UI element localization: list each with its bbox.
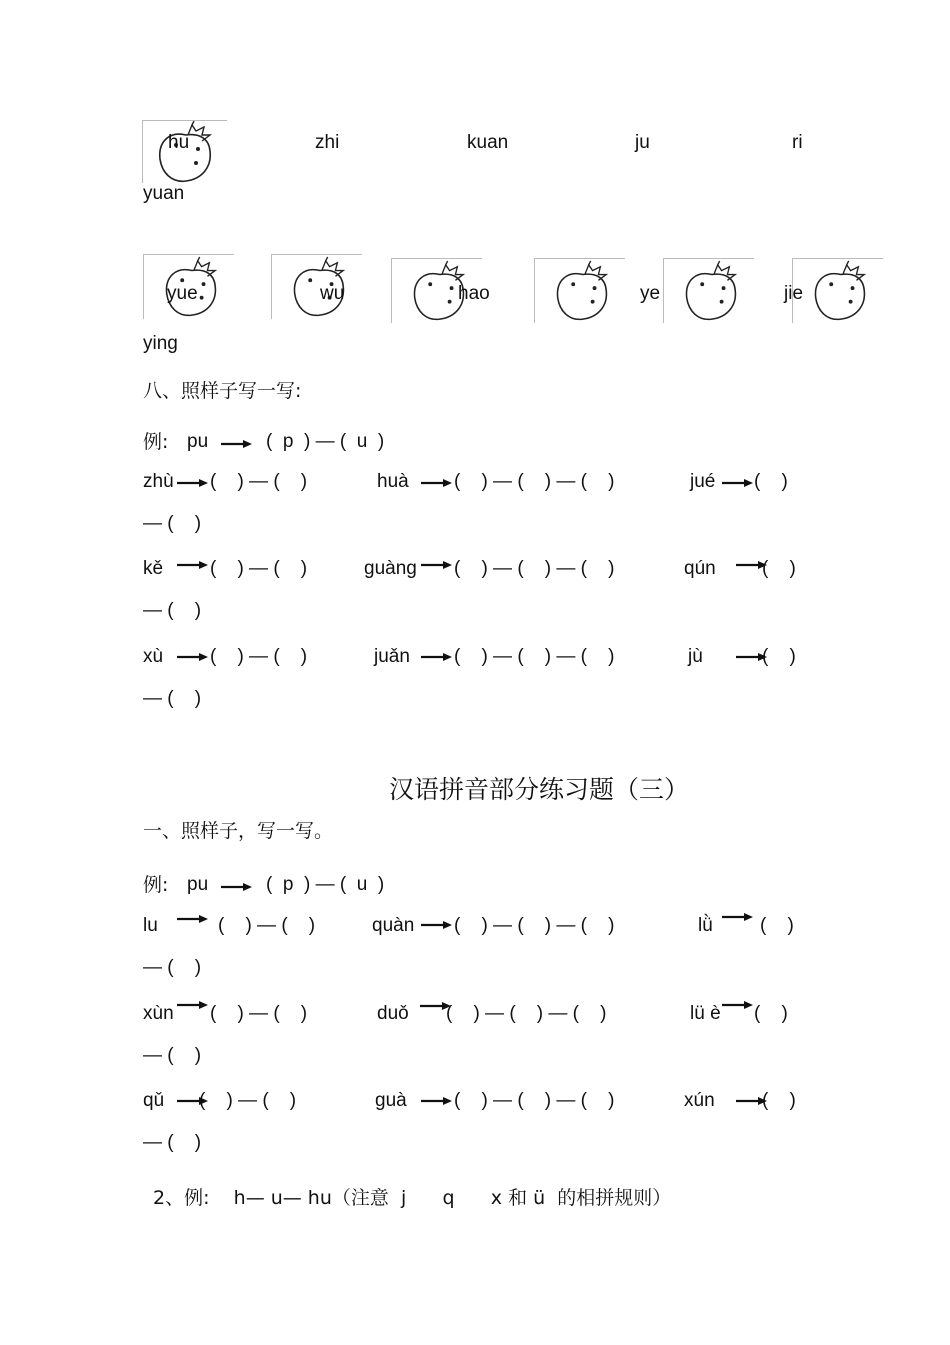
pinyin-word: yuan <box>143 183 185 204</box>
answer-blanks: — ( ) <box>143 957 202 978</box>
answer-blanks: ( ) <box>754 471 788 492</box>
section-heading: 一、照样子，写一写。 <box>143 820 334 842</box>
pinyin-word: wu <box>320 283 345 304</box>
exercise-word: quàn <box>372 915 415 936</box>
exercise-word: lü è <box>690 1003 721 1024</box>
exercise-word: huà <box>377 471 409 492</box>
strawberry-icon <box>663 258 754 323</box>
right-arrow-icon <box>177 560 209 570</box>
right-arrow-icon <box>421 652 453 662</box>
answer-blanks: ( ) <box>762 646 796 667</box>
example-word: pu <box>187 874 209 895</box>
answer-blanks: ( ) — ( ) <box>199 1090 297 1111</box>
answer-blanks: ( ) — ( ) <box>210 646 308 667</box>
right-arrow-icon <box>421 1096 453 1106</box>
answer-blanks: ( ) <box>760 915 794 936</box>
answer-blanks: ( ) — ( ) — ( ) <box>446 1003 607 1024</box>
answer-blanks: ( ) — ( ) — ( ) <box>454 471 615 492</box>
pinyin-word: jie <box>784 283 804 304</box>
exercise-word: guàng <box>364 558 417 579</box>
pinyin-word: ying <box>143 333 178 354</box>
exercise-word: xùn <box>143 1003 174 1024</box>
right-arrow-icon <box>722 1000 754 1010</box>
answer-blanks: ( ) — ( ) — ( ) <box>454 1090 615 1111</box>
example-answer: ( p ) — ( u ) <box>266 874 385 895</box>
answer-blanks: ( ) — ( ) — ( ) <box>454 646 615 667</box>
exercise-word: xù <box>143 646 164 667</box>
answer-blanks: ( ) <box>762 1090 796 1111</box>
answer-blanks: — ( ) <box>143 513 202 534</box>
pinyin-word: ri <box>792 132 803 153</box>
pinyin-word: yue <box>167 283 198 304</box>
right-arrow-icon <box>722 478 754 488</box>
answer-blanks: — ( ) <box>143 688 202 709</box>
exercise-word: guà <box>375 1090 407 1111</box>
right-arrow-icon <box>421 920 453 930</box>
right-arrow-icon <box>177 914 209 924</box>
answer-blanks: ( ) <box>754 1003 788 1024</box>
pinyin-word: ju <box>635 132 650 153</box>
exercise-word: kě <box>143 558 164 579</box>
example-answer: ( p ) — ( u ) <box>266 431 385 452</box>
right-arrow-icon <box>722 912 754 922</box>
answer-blanks: ( ) — ( ) <box>210 1003 308 1024</box>
answer-blanks: — ( ) <box>143 1132 202 1153</box>
right-arrow-icon <box>177 1000 209 1010</box>
exercise-word: zhù <box>143 471 174 492</box>
right-arrow-icon <box>221 882 253 892</box>
exercise-word: lu <box>143 915 158 936</box>
answer-blanks: ( ) <box>762 558 796 579</box>
strawberry-icon <box>271 254 362 319</box>
answer-blanks: ( ) — ( ) <box>218 915 316 936</box>
strawberry-icon <box>792 258 883 323</box>
section-heading: 八、照样子写一写: <box>143 380 302 402</box>
example-word: pu <box>187 431 209 452</box>
pinyin-word: hu <box>168 132 190 153</box>
exercise-word: jué <box>690 471 716 492</box>
exercise-word: juǎn <box>374 646 410 667</box>
answer-blanks: ( ) — ( ) <box>210 558 308 579</box>
example-prefix: 例: <box>143 874 169 896</box>
exercise-word: jù <box>688 646 703 667</box>
right-arrow-icon <box>421 478 453 488</box>
answer-blanks: ( ) — ( ) — ( ) <box>454 915 615 936</box>
answer-blanks: — ( ) <box>143 600 202 621</box>
exercise-word: xún <box>684 1090 715 1111</box>
exercise-word: duǒ <box>377 1003 409 1024</box>
exercise-word: qǔ <box>143 1090 165 1111</box>
strawberry-icon <box>534 258 625 323</box>
answer-blanks: ( ) — ( ) — ( ) <box>454 558 615 579</box>
pinyin-word: zhi <box>315 132 340 153</box>
pinyin-word: ye <box>640 283 661 304</box>
example-prefix: 例: <box>143 431 169 453</box>
exercise-word: lǜ <box>698 915 713 936</box>
pinyin-word: kuan <box>467 132 509 153</box>
right-arrow-icon <box>421 560 453 570</box>
pinyin-word: hao <box>458 283 490 304</box>
right-arrow-icon <box>221 439 253 449</box>
answer-blanks: — ( ) <box>143 1045 202 1066</box>
answer-blanks: ( ) — ( ) <box>210 471 308 492</box>
right-arrow-icon <box>177 478 209 488</box>
exercise-word: qún <box>684 558 716 579</box>
page-title: 汉语拼音部分练习题（三） <box>389 775 690 804</box>
exercise-note: 2、例: h— u— hu（注意 j q x 和 ü 的相拼规则） <box>153 1187 672 1209</box>
right-arrow-icon <box>177 652 209 662</box>
